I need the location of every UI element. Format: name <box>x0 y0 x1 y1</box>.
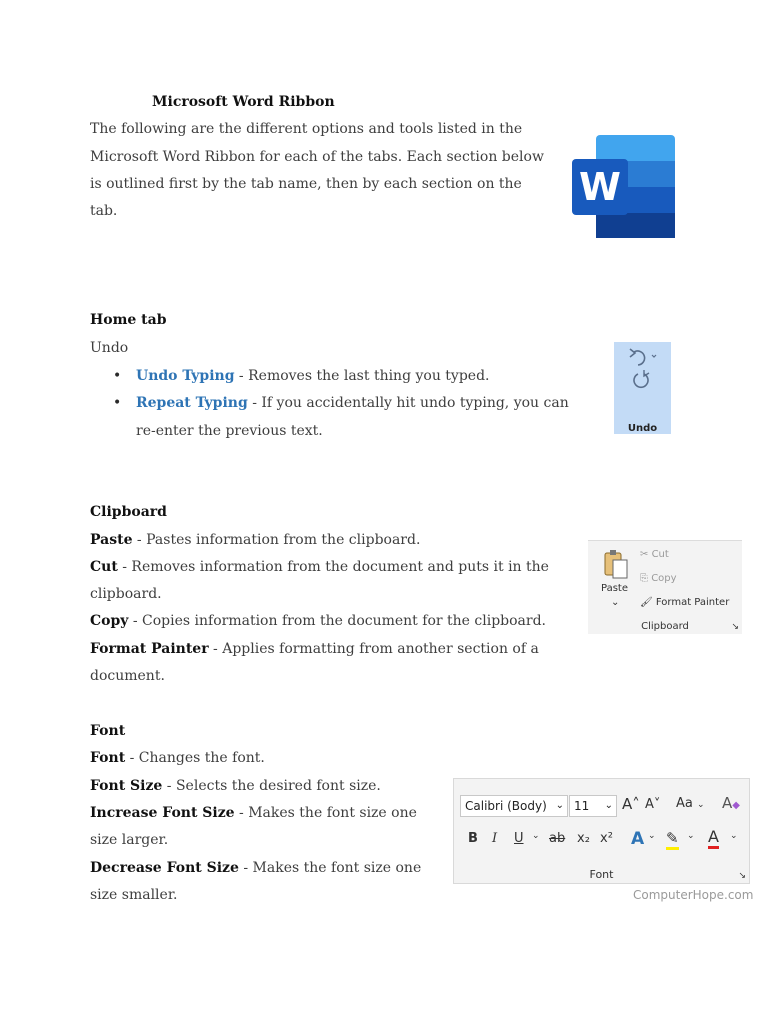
def-copy: Copy - Copies information from the document for the clipboard. <box>90 613 546 629</box>
clipboard-heading: Clipboard <box>90 504 167 520</box>
chevron-down-icon: ⌄ <box>697 800 705 810</box>
scissors-icon: ✂ <box>640 549 649 560</box>
dialog-launcher-icon[interactable]: ↘ <box>731 622 739 632</box>
underline-button[interactable]: U <box>514 831 524 846</box>
superscript-button[interactable]: x² <box>600 831 613 846</box>
def-font: Font - Changes the font. <box>90 750 265 766</box>
copy-button[interactable]: ⎘ Copy <box>640 573 677 584</box>
bullet-dot: • <box>113 395 122 411</box>
intro-line-2: Microsoft Word Ribbon for each of the tabs. Each section below <box>90 149 544 165</box>
font-name-select[interactable]: Calibri (Body) ⌄ <box>460 795 568 817</box>
list-item-cont: re-enter the previous text. <box>136 423 323 439</box>
subscript-button[interactable]: x₂ <box>577 831 590 846</box>
def-cut: Cut - Removes information from the document and puts it in the <box>90 559 549 575</box>
copy-icon: ⎘ <box>640 573 648 584</box>
chevron-down-icon[interactable]: ⌄ <box>687 831 695 841</box>
undo-heading: Undo <box>90 340 129 356</box>
chevron-down-icon[interactable]: ⌄ <box>730 831 738 841</box>
clipboard-group-label: Clipboard <box>641 621 689 632</box>
word-logo-icon <box>570 135 675 238</box>
watermark-text: ComputerHope.com <box>633 888 754 902</box>
def-decrease-font: Decrease Font Size - Makes the font size one <box>90 860 422 876</box>
dialog-launcher-icon[interactable]: ↘ <box>738 871 746 881</box>
font-heading: Font <box>90 723 126 739</box>
chevron-down-icon[interactable]: ⌄ <box>648 831 656 841</box>
highlighter-icon: ✎ <box>666 829 679 847</box>
home-tab-heading: Home tab <box>90 312 167 328</box>
grow-font-button[interactable]: A˄ <box>622 795 640 813</box>
word-logo-letter: W <box>579 165 621 209</box>
brush-icon: 🖌 <box>640 597 653 608</box>
paste-icon[interactable] <box>603 549 629 579</box>
undo-icon[interactable] <box>626 346 660 398</box>
bold-button[interactable]: B <box>468 831 478 846</box>
shrink-font-button[interactable]: A˅ <box>645 797 661 812</box>
font-color-button[interactable]: A <box>708 828 719 849</box>
clipboard-group <box>588 540 742 634</box>
def-format-painter-cont: document. <box>90 668 165 684</box>
def-increase-font: Increase Font Size - Makes the font size one <box>90 805 417 821</box>
list-item: Undo Typing - Removes the last thing you typed. <box>136 368 490 384</box>
def-decrease-cont: size smaller. <box>90 887 178 903</box>
list-item: Repeat Typing - If you accidentally hit undo typing, you can <box>136 395 569 411</box>
font-size-select[interactable]: 11 ⌄ <box>569 795 617 817</box>
chevron-down-icon: ⌄ <box>604 800 613 811</box>
format-painter-button[interactable]: 🖌 Format Painter <box>640 597 730 608</box>
paste-label[interactable]: Paste <box>601 583 628 594</box>
text-effects-button[interactable]: A <box>631 829 645 849</box>
intro-line-4: tab. <box>90 203 118 219</box>
intro-line-1: The following are the different options and tools listed in the <box>90 121 523 137</box>
bullet-dot: • <box>113 368 122 384</box>
chevron-down-icon[interactable]: ⌄ <box>611 597 620 608</box>
highlight-button[interactable] <box>666 829 679 850</box>
change-case-button[interactable]: Aa ⌄ <box>676 796 705 811</box>
strikethrough-button[interactable]: ab <box>549 831 566 846</box>
font-group <box>453 778 750 884</box>
clear-formatting-icon[interactable]: A◆ <box>722 794 740 812</box>
page-title: Microsoft Word Ribbon <box>152 94 335 110</box>
undo-group <box>614 342 671 434</box>
repeat-icon <box>634 374 648 387</box>
chevron-down-icon[interactable]: ⌄ <box>532 831 540 841</box>
intro-line-3: is outlined first by the tab name, then by each section on the <box>90 176 522 192</box>
italic-button[interactable]: I <box>492 831 498 846</box>
def-format-painter: Format Painter - Applies formatting from another section of a <box>90 641 539 657</box>
def-increase-cont: size larger. <box>90 832 169 848</box>
def-cut-cont: clipboard. <box>90 586 162 602</box>
def-paste: Paste - Pastes information from the clipboard. <box>90 532 421 548</box>
font-group-label: Font <box>589 868 614 881</box>
cut-button[interactable]: ✂ Cut <box>640 549 669 560</box>
def-font-size: Font Size - Selects the desired font size. <box>90 778 381 794</box>
chevron-down-icon: ⌄ <box>555 800 564 811</box>
undo-group-label: Undo <box>627 423 658 434</box>
